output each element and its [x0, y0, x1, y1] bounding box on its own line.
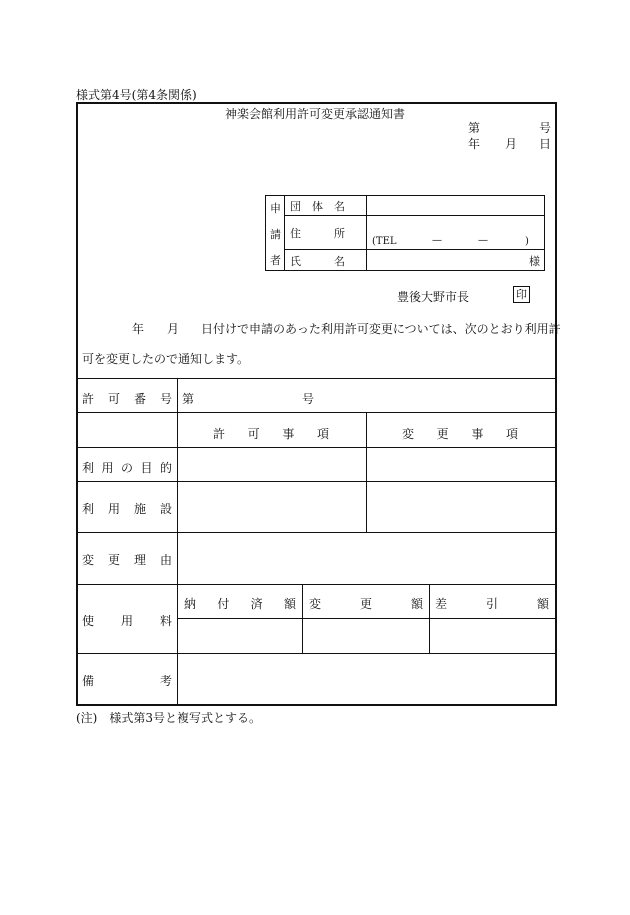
fee-changed-cell[interactable]	[304, 620, 428, 652]
frame-left	[76, 102, 78, 706]
applicant-header-2: 請	[270, 228, 281, 241]
facility-label: 利 用 施 設	[82, 502, 172, 516]
permit-number-suffix: 号	[302, 392, 315, 406]
address-label: 住 所	[290, 227, 345, 240]
body-year: 年	[132, 322, 145, 336]
fee-diff-header: 差 引 額	[435, 597, 549, 611]
doc-number-prefix: 第	[468, 121, 481, 135]
body-line-2: 可を変更したので通知します。	[82, 352, 250, 366]
frame-bottom	[76, 704, 557, 706]
fee-paid-header: 納 付 済 額	[184, 597, 296, 611]
permit-number-prefix: 第	[182, 392, 195, 406]
permit-number-field[interactable]	[196, 381, 296, 409]
frame-top	[76, 102, 557, 104]
honorific: 様	[529, 255, 540, 268]
tel-dash-2: —	[478, 235, 488, 246]
remarks-cell[interactable]	[179, 655, 554, 703]
facility-permit-cell[interactable]	[179, 483, 365, 531]
reason-cell[interactable]	[179, 534, 554, 583]
name-field[interactable]	[368, 251, 528, 268]
doc-date-month: 月	[505, 137, 518, 151]
tel-open: (TEL	[372, 236, 397, 247]
doc-number-suffix: 号	[539, 121, 552, 135]
purpose-permit-cell[interactable]	[179, 449, 365, 480]
address-field[interactable]	[368, 217, 543, 233]
frame-right	[555, 102, 557, 706]
doc-date-year: 年	[468, 137, 481, 151]
fee-label: 使 用 料	[82, 614, 172, 628]
org-name-label: 団 体 名	[290, 200, 345, 213]
doc-date-day: 日	[539, 137, 552, 151]
applicant-header-1: 申	[270, 202, 281, 215]
body-line-1: 日付けで申請のあった利用許可変更については、次のとおり利用許	[201, 322, 561, 336]
header-permit-items: 許 可 事 項	[213, 427, 329, 441]
form-number-label: 様式第4号(第4条関係)	[76, 88, 197, 102]
org-name-field[interactable]	[368, 197, 543, 214]
name-label: 氏 名	[290, 255, 345, 268]
applicant-header-3: 者	[270, 254, 281, 267]
issuer-name: 豊後大野市長	[397, 290, 470, 304]
tel-dash-1: —	[432, 235, 442, 246]
facility-change-cell[interactable]	[368, 483, 554, 531]
seal-stamp: 印	[513, 286, 530, 303]
reason-label: 変 更 理 由	[82, 553, 172, 567]
purpose-change-cell[interactable]	[368, 449, 554, 480]
fee-changed-header: 変 更 額	[309, 597, 423, 611]
permit-number-label: 許 可 番 号	[82, 392, 172, 406]
tel-close: )	[525, 236, 529, 247]
fee-diff-cell[interactable]	[431, 620, 554, 652]
footnote: (注) 様式第3号と複写式とする。	[76, 711, 261, 725]
remarks-label: 備 考	[82, 674, 172, 688]
body-month: 月	[167, 322, 180, 336]
fee-paid-cell[interactable]	[179, 620, 301, 652]
document-title: 神楽会館利用許可変更承認通知書	[224, 107, 405, 121]
purpose-label: 利 用 の 目 的	[82, 461, 172, 475]
header-change-items: 変 更 事 項	[402, 427, 518, 441]
